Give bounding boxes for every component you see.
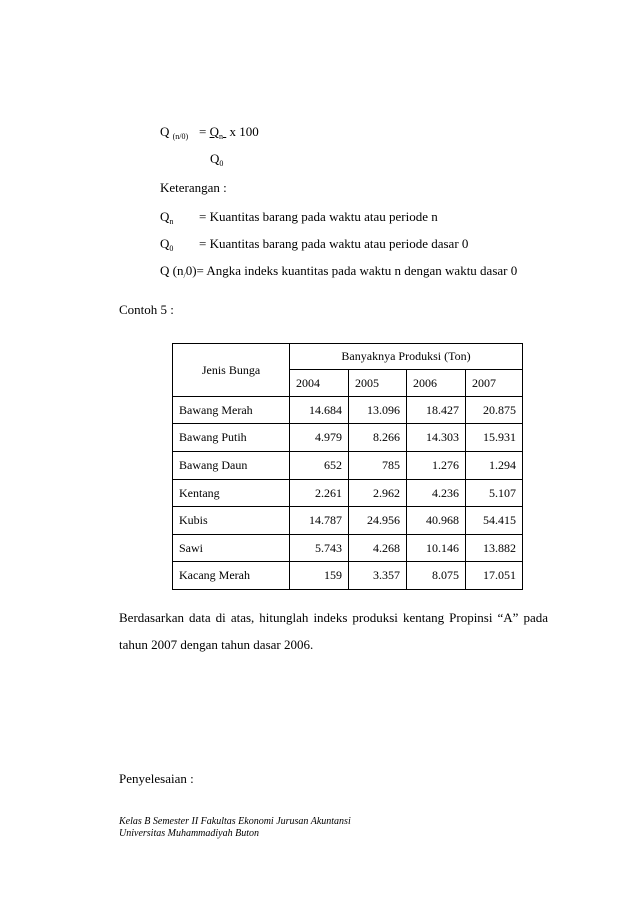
row-name: Kacang Merah bbox=[173, 562, 290, 590]
cell: 5.743 bbox=[290, 535, 349, 562]
formula-numerator: $Q_n$ bbox=[209, 124, 223, 141]
cell: 1.294 bbox=[466, 452, 523, 480]
row-name: Kentang bbox=[173, 480, 290, 507]
cell: 13.882 bbox=[466, 535, 523, 562]
cell: 8.075 bbox=[407, 562, 466, 590]
year-header: 2007 bbox=[466, 370, 523, 397]
table-row bbox=[173, 480, 523, 507]
formula-eq: = bbox=[199, 124, 207, 139]
formula-lhs: Q bbox=[160, 124, 170, 139]
keterangan-desc: = Kuantitas barang pada waktu atau periode dasar 0 bbox=[199, 236, 469, 251]
page-footer bbox=[119, 816, 351, 840]
cell: 3.357 bbox=[349, 562, 407, 590]
cell: 5.107 bbox=[466, 480, 523, 507]
cell: 14.787 bbox=[290, 507, 349, 535]
cell: 4.236 bbox=[407, 480, 466, 507]
table-row bbox=[173, 452, 523, 480]
cell: 4.979 bbox=[290, 424, 349, 452]
row-name: Kubis bbox=[173, 507, 290, 535]
formula-rhs bbox=[199, 124, 259, 140]
solution-title: Penyelesaian : bbox=[119, 771, 194, 786]
year-header: 2004 bbox=[290, 370, 349, 397]
question-paragraph: Berdasarkan data di atas, hitunglah indeks produksi kentang Propinsi “A” pada tahun 2007 dengan tahun dasar 2006. bbox=[119, 610, 548, 652]
production-table bbox=[172, 343, 523, 590]
cell: 785 bbox=[349, 452, 407, 480]
table-row bbox=[173, 535, 523, 562]
cell: 10.146 bbox=[407, 535, 466, 562]
footer-line: Kelas B Semester II Fakultas Ekonomi Jurusan Akuntansi bbox=[119, 816, 351, 827]
table-row bbox=[173, 424, 523, 452]
formula-denominator: $Q_0$ bbox=[210, 151, 224, 168]
cell: 17.051 bbox=[466, 562, 523, 590]
formula-times: x 100 bbox=[229, 124, 259, 139]
keterangan-last: Q $(n_/0)=$ Angka indeks kuantitas pada waktu n dengan waktu dasar 0 bbox=[160, 263, 518, 280]
group-header: Banyaknya Produksi (Ton) bbox=[290, 344, 523, 370]
year-header: 2005 bbox=[349, 370, 407, 397]
cell: 2.962 bbox=[349, 480, 407, 507]
cell: 18.427 bbox=[407, 397, 466, 424]
example-title: Contoh 5 : bbox=[119, 302, 174, 317]
cell: 24.956 bbox=[349, 507, 407, 535]
cell: 40.968 bbox=[407, 507, 466, 535]
col-header-jenis: Jenis Bunga bbox=[173, 344, 290, 397]
cell: 14.684 bbox=[290, 397, 349, 424]
formula-lhs-sub: (n/0) bbox=[172, 132, 189, 141]
row-name: Bawang Putih bbox=[173, 424, 290, 452]
cell: 1.276 bbox=[407, 452, 466, 480]
keterangan-title: Keterangan : bbox=[160, 180, 227, 195]
cell: 20.875 bbox=[466, 397, 523, 424]
keterangan-item: $Q_n$ bbox=[160, 209, 174, 226]
year-header: 2006 bbox=[407, 370, 466, 397]
cell: 8.266 bbox=[349, 424, 407, 452]
row-name: Bawang Daun bbox=[173, 452, 290, 480]
row-name: Bawang Merah bbox=[173, 397, 290, 424]
cell: 15.931 bbox=[466, 424, 523, 452]
table-row bbox=[173, 397, 523, 424]
cell: 54.415 bbox=[466, 507, 523, 535]
cell: 4.268 bbox=[349, 535, 407, 562]
cell: 2.261 bbox=[290, 480, 349, 507]
keterangan-desc: = Kuantitas barang pada waktu atau periode n bbox=[199, 209, 438, 224]
cell: 159 bbox=[290, 562, 349, 590]
footer-line: Universitas Muhammadiyah Buton bbox=[119, 828, 259, 839]
formula bbox=[160, 124, 188, 140]
cell: 652 bbox=[290, 452, 349, 480]
table-row bbox=[173, 562, 523, 590]
cell: 13.096 bbox=[349, 397, 407, 424]
cell: 14.303 bbox=[407, 424, 466, 452]
row-name: Sawi bbox=[173, 535, 290, 562]
keterangan-item: $Q_0$ bbox=[160, 236, 174, 253]
table-row bbox=[173, 507, 523, 535]
